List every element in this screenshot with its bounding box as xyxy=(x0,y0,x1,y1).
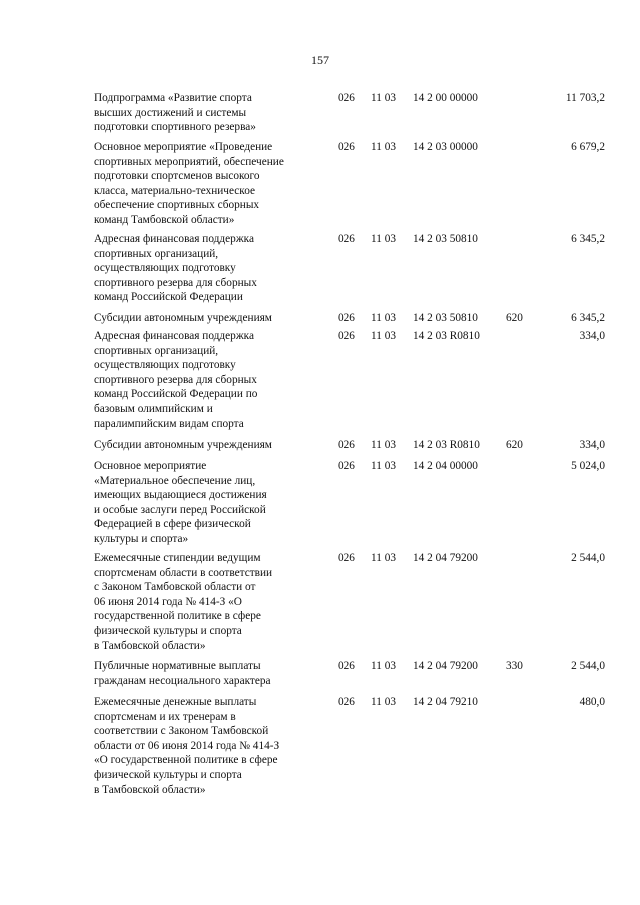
description-line: Адресная финансовая поддержка xyxy=(94,330,254,342)
grbs-code: 026 xyxy=(338,330,355,342)
description-line: осуществляющих подготовку xyxy=(94,262,236,275)
section-code: 11 03 xyxy=(371,92,396,104)
description-line: и особые заслуги перед Российской xyxy=(94,503,266,516)
amount: 480,0 xyxy=(579,696,605,708)
section-code: 11 03 xyxy=(371,233,396,245)
row-description xyxy=(94,91,326,135)
description-line: команд Тамбовской области» xyxy=(94,213,235,226)
description-line: культуры и спорта» xyxy=(94,532,189,545)
description-line: подготовки спортивного резерва» xyxy=(94,121,256,134)
description-line: паралимпийским видам спорта xyxy=(94,417,244,430)
page-number: 157 xyxy=(311,53,329,67)
amount: 6 345,2 xyxy=(571,233,605,245)
description-line: имеющих выдающиеся достижения xyxy=(94,489,267,502)
section-code: 11 03 xyxy=(371,439,396,451)
grbs-code: 026 xyxy=(338,552,355,564)
grbs-code: 026 xyxy=(338,141,355,153)
description-line: Публичные нормативные выплаты xyxy=(94,660,261,672)
description-line: осуществляющих подготовку xyxy=(94,359,236,372)
target-article-code: 14 2 04 79210 xyxy=(413,696,478,708)
row-description xyxy=(94,459,326,547)
description-line: Адресная финансовая поддержка xyxy=(94,233,254,245)
expense-type-code: 620 xyxy=(506,439,523,451)
row-description xyxy=(94,311,326,326)
section-code: 11 03 xyxy=(371,696,396,708)
amount: 334,0 xyxy=(579,439,605,451)
description-line: Субсидии автономным учреждениям xyxy=(94,312,272,324)
grbs-code: 026 xyxy=(338,660,355,672)
description-line: гражданам несоциального характера xyxy=(94,674,271,687)
section-code: 11 03 xyxy=(371,330,396,342)
expense-type-code: 620 xyxy=(506,312,523,324)
description-line: обеспечение спортивных сборных xyxy=(94,199,260,212)
grbs-code: 026 xyxy=(338,233,355,245)
amount: 334,0 xyxy=(579,330,605,342)
row-description xyxy=(94,232,326,305)
description-line: Ежемесячные стипендии ведущим xyxy=(94,552,261,564)
row-description xyxy=(94,659,326,688)
grbs-code: 026 xyxy=(338,92,355,104)
target-article-code: 14 2 04 79200 xyxy=(413,660,478,672)
description-line: спортсменам и их тренерам в xyxy=(94,710,236,723)
section-code: 11 03 xyxy=(371,312,396,324)
description-line: соответствии с Законом Тамбовской xyxy=(94,725,269,738)
description-line: спортивного резерва для сборных xyxy=(94,276,257,289)
section-code: 11 03 xyxy=(371,460,396,472)
target-article-code: 14 2 04 00000 xyxy=(413,460,478,472)
amount: 2 544,0 xyxy=(571,552,605,564)
description-line: Федерацией в сфере физической xyxy=(94,518,251,531)
description-line: с Законом Тамбовской области от xyxy=(94,581,256,594)
amount: 11 703,2 xyxy=(565,92,605,104)
row-description xyxy=(94,140,326,228)
expense-type-code: 330 xyxy=(506,660,523,672)
grbs-code: 026 xyxy=(338,312,355,324)
section-code: 11 03 xyxy=(371,660,396,672)
description-line: «О государственной политике в сфере xyxy=(94,754,278,767)
description-line: государственной политике в сфере xyxy=(94,610,261,623)
description-line: в Тамбовской области» xyxy=(94,783,206,796)
description-line: Подпрограмма «Развитие спорта xyxy=(94,92,252,104)
description-line: Основное мероприятие «Проведение xyxy=(94,141,273,153)
description-line: области от 06 июня 2014 года № 414-З xyxy=(94,739,280,752)
description-line: команд Российской Федерации по xyxy=(94,388,258,401)
description-line: физической культуры и спорта xyxy=(94,768,242,781)
description-line: «Материальное обеспечение лиц, xyxy=(94,474,256,487)
description-line: подготовки спортсменов высокого xyxy=(94,170,260,183)
row-description xyxy=(94,329,326,431)
grbs-code: 026 xyxy=(338,696,355,708)
target-article-code: 14 2 00 00000 xyxy=(413,92,478,104)
target-article-code: 14 2 03 R0810 xyxy=(413,330,480,342)
description-line: 06 июня 2014 года № 414-З «О xyxy=(94,595,242,608)
description-line: Субсидии автономным учреждениям xyxy=(94,439,272,451)
target-article-code: 14 2 03 R0810 xyxy=(413,439,480,451)
description-line: в Тамбовской области» xyxy=(94,639,206,652)
description-line: физической культуры и спорта xyxy=(94,624,242,637)
target-article-code: 14 2 03 00000 xyxy=(413,141,478,153)
amount: 5 024,0 xyxy=(571,460,605,472)
row-description xyxy=(94,551,326,653)
description-line: Основное мероприятие xyxy=(94,460,207,472)
description-line: спортивных мероприятий, обеспечение xyxy=(94,155,284,168)
row-description xyxy=(94,695,326,797)
target-article-code: 14 2 03 50810 xyxy=(413,233,478,245)
description-line: базовым олимпийским и xyxy=(94,402,213,415)
description-line: высших достижений и системы xyxy=(94,106,247,119)
target-article-code: 14 2 03 50810 xyxy=(413,312,478,324)
description-line: Ежемесячные денежные выплаты xyxy=(94,696,257,708)
section-code: 11 03 xyxy=(371,552,396,564)
description-line: спортивных организаций, xyxy=(94,247,219,260)
amount: 2 544,0 xyxy=(571,660,605,672)
description-line: спортивного резерва для сборных xyxy=(94,373,257,386)
amount: 6 345,2 xyxy=(571,312,605,324)
row-description xyxy=(94,438,326,453)
section-code: 11 03 xyxy=(371,141,396,153)
grbs-code: 026 xyxy=(338,460,355,472)
description-line: команд Российской Федерации xyxy=(94,291,243,304)
description-line: спортсменам области в соответствии xyxy=(94,566,273,579)
grbs-code: 026 xyxy=(338,439,355,451)
description-line: класса, материально-техническое xyxy=(94,184,256,197)
amount: 6 679,2 xyxy=(571,141,605,153)
description-line: спортивных организаций, xyxy=(94,344,219,357)
target-article-code: 14 2 04 79200 xyxy=(413,552,478,564)
